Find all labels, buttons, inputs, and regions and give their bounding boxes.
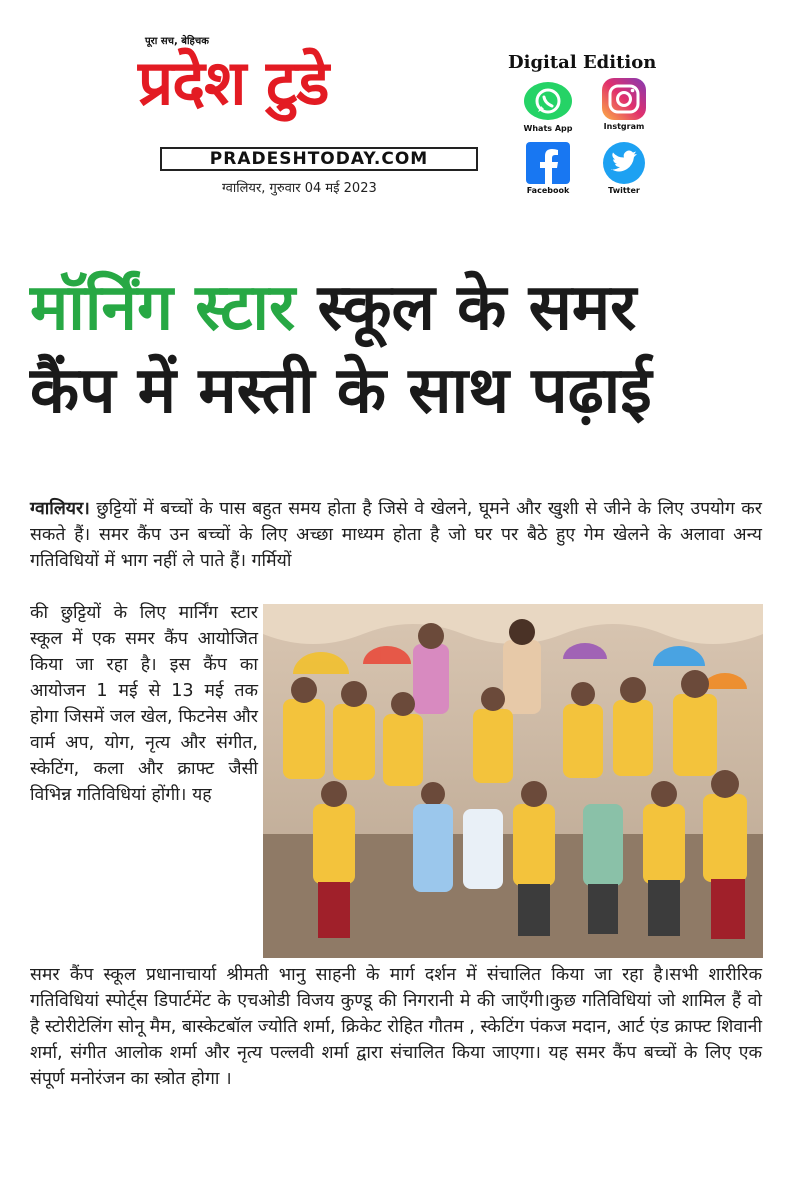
headline-line-2: कैंप में मस्ती के साथ पढ़ाई: [30, 354, 652, 428]
whatsapp-icon: [522, 80, 574, 122]
instagram-icon: [598, 78, 650, 120]
digital-edition-label: Digital Edition: [508, 52, 657, 73]
article-dateline: ग्वालियर।: [30, 499, 90, 519]
article-headline: [30, 268, 765, 434]
twitter-link[interactable]: [589, 142, 659, 195]
instagram-label: Instgram: [603, 122, 645, 131]
masthead: [0, 0, 789, 215]
whatsapp-label: Whats App: [523, 124, 573, 133]
article-column-text: की छुट्टियों के लिए मार्निंग स्टार स्कूल में एक समर कैंप आयोजित किया जा रहा है। इस कैंप का आयोजन 1 मई से 13 मई तक होगा जिसमें जल खेल, फिटनेस और वार्म अप, योग, नृत्य और संगीत, स्केटिंग, कला और क्राफ्ट जैसी विभिन्न गतिविधियां होंगी। यह: [30, 603, 258, 805]
twitter-icon: [598, 142, 650, 184]
headline-rest: स्कूल के समर: [317, 271, 637, 345]
headline-line-1: [30, 268, 765, 348]
masthead-tagline: पूरा सच, बेहिचक: [145, 36, 209, 47]
summer-camp-photo-illustration: [263, 604, 763, 958]
article-intro: [30, 496, 762, 574]
whatsapp-link[interactable]: [513, 80, 583, 133]
twitter-label: Twitter: [608, 186, 640, 195]
summer-camp-photo: [263, 604, 763, 958]
edition-dateline: ग्वालियर, गुरुवार 04 मई 2023: [222, 181, 377, 196]
facebook-label: Facebook: [526, 186, 570, 195]
article-closing-text: समर कैंप स्कूल प्रधानाचार्या श्रीमती भानु साहनी के मार्ग दर्शन में संचालित किया जा रहा है।सभी शारीरिक गतिविधियां स्पोर्ट्स डिपार्टमेंट के एचओडी विजय कुण्डू की निगरानी मे की जाएँगी।कुछ गतिविधियां जो शामिल हैं वो है स्टोरीटेलिंग सोनू मैम, बास्केटबॉल ज्योति शर्मा, क्रिकेट रोहित गौतम , स्केटिंग पंकज मदान, आर्ट एंड क्राफ्ट शिवानी शर्मा, संगीत आलोक शर्मा और नृत्य पल्लवी शर्मा द्वारा संचालित किया जाएगा। यह समर कैंप बच्चों के लिए एक संपूर्ण मनोरंजन का स्त्रोत होगा ।: [30, 965, 762, 1089]
facebook-icon: [522, 142, 574, 184]
facebook-link[interactable]: [513, 142, 583, 195]
website-label[interactable]: PRADESHTODAY.COM: [160, 147, 478, 171]
newspaper-logo: प्रदेश टुडे: [138, 46, 329, 119]
article-intro-text: छुट्टियों में बच्चों के पास बहुत समय होता है जिसे वे खेलने, घूमने और खुशी से जीने के लिए उपयोग कर सकते हैं। समर कैंप उन बच्चों के लिए अच्छा माध्यम होता है जो घर पर बैठे हुए गेम खेलने के अलावा अन्य गतिविधियों में भाग नहीं ले पाते हैं। गर्मियों: [30, 499, 762, 571]
headline-highlight: मॉर्निंग स्टार: [30, 271, 296, 345]
instagram-link[interactable]: [589, 78, 659, 131]
